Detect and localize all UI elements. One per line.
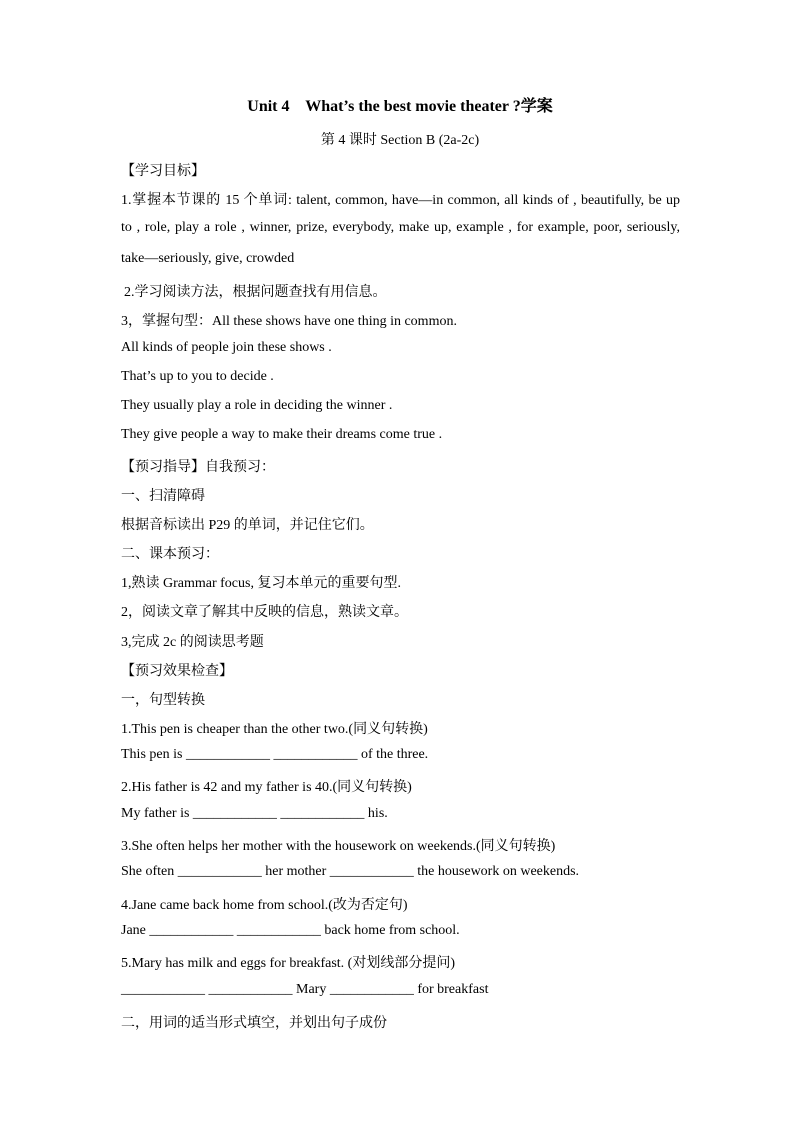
exercise-2-answer: My father is ____________ ____________ his. bbox=[121, 806, 388, 821]
exercise-5-answer: ____________ ____________ Mary ____________ for breakfast bbox=[121, 982, 489, 997]
exercise-1-answer: This pen is ____________ ____________ of the three. bbox=[121, 747, 429, 762]
objective-2: 2.学习阅读方法，根据问题查找有用信息。 bbox=[124, 285, 387, 300]
sentence-pattern-3: They usually play a role in deciding the winner . bbox=[121, 398, 393, 413]
preview-item-2: 2，阅读文章了解其中反映的信息，熟读文章。 bbox=[121, 605, 408, 620]
document-title: Unit 4 What’s the best movie theater ?学案 bbox=[247, 98, 553, 115]
exercise-4-answer: Jane ____________ ____________ back home from school. bbox=[121, 923, 460, 938]
exercise-1-question: 1.This pen is cheaper than the other two.(同义句转换) bbox=[121, 722, 428, 737]
exercise-3-question: 3.She often helps her mother with the housework on weekends.(同义句转换) bbox=[121, 839, 556, 854]
section-heading-objectives: 【学习目标】 bbox=[121, 164, 205, 179]
section-heading-preview: 【预习指导】自我预习： bbox=[121, 460, 275, 475]
objective-1-line-1: 1.掌握本节课的 15 个单词: talent, common, have—in common, all kinds of , beautifully, be up bbox=[121, 193, 680, 208]
exercise-part-2-heading: 二，用词的适当形式填空，并划出句子成份 bbox=[121, 1016, 387, 1031]
preview-part-2-heading: 二、课本预习： bbox=[121, 547, 219, 562]
objective-3: 3，掌握句型：All these shows have one thing in common. bbox=[121, 314, 457, 329]
preview-item-3: 3,完成 2c 的阅读思考题 bbox=[121, 635, 264, 650]
sentence-pattern-2: That’s up to you to decide . bbox=[121, 369, 274, 384]
exercise-5-question: 5.Mary has milk and eggs for breakfast. (对划线部分提问) bbox=[121, 956, 455, 971]
sentence-pattern-4: They give people a way to make their dreams come true . bbox=[121, 427, 443, 442]
preview-part-1-text: 根据音标读出 P29 的单词，并记住它们。 bbox=[121, 518, 374, 533]
document-subtitle: 第 4 课时 Section B (2a-2c) bbox=[320, 133, 480, 148]
exercise-2-question: 2.His father is 42 and my father is 40.(同义句转换) bbox=[121, 780, 412, 795]
preview-part-1-heading: 一、扫清障碍 bbox=[121, 489, 205, 504]
objective-1-line-2: to , role, play a role , winner, prize, everybody, make up, example , for example, poor, seriously, bbox=[121, 220, 680, 235]
exercise-3-answer: She often ____________ her mother ____________ the housework on weekends. bbox=[121, 864, 580, 879]
sentence-pattern-1: All kinds of people join these shows . bbox=[121, 340, 332, 355]
objective-1-line-3: take—seriously, give, crowded bbox=[121, 251, 295, 266]
exercise-4-question: 4.Jane came back home from school.(改为否定句) bbox=[121, 898, 408, 913]
exercise-part-1-heading: 一，句型转换 bbox=[121, 693, 205, 708]
section-heading-check: 【预习效果检查】 bbox=[121, 664, 233, 679]
preview-item-1: 1,熟读 Grammar focus, 复习本单元的重要句型. bbox=[121, 576, 401, 591]
